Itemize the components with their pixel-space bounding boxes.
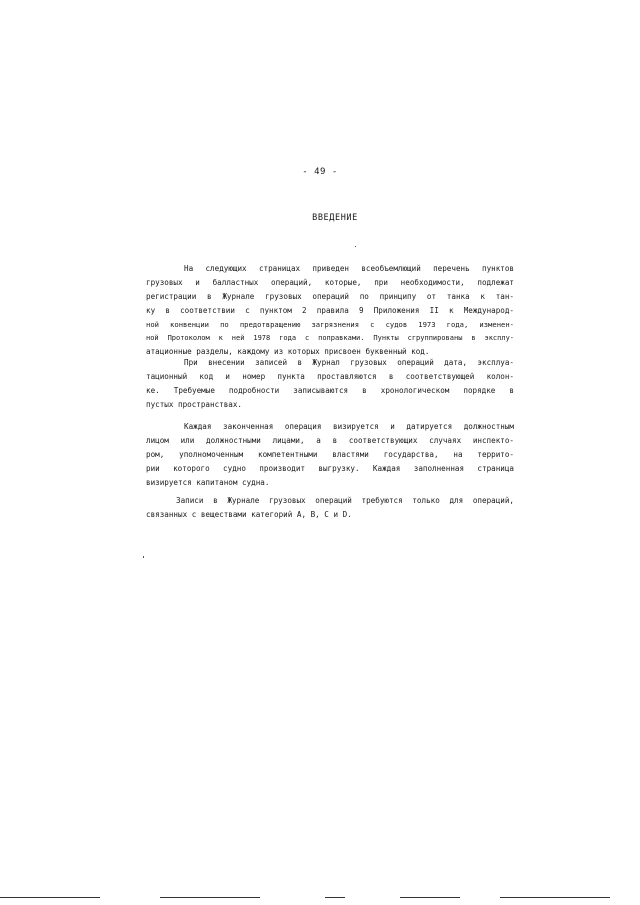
text-line: При внесении записей в Журнал грузовых операций дата, эксплуа- (184, 358, 514, 367)
scan-edge-line (0, 897, 100, 898)
text-line: ке. Требуемые подробности записываются в хронологическом порядке в (146, 385, 514, 395)
scan-edge-line (500, 897, 610, 898)
paragraph-signatures (146, 420, 514, 490)
text-line: ной Протоколом к ней 1978 года с поправками. Пункты сгруппированы в эксплу- (146, 333, 514, 342)
text-line: связанных с веществами категорий A, B, C и D. (146, 509, 352, 519)
text-line: визируется капитаном судна. (146, 477, 270, 487)
text-line: рии которого судно производит выгрузку. Каждая заполненная страница (146, 463, 514, 473)
paragraph-categories (146, 494, 514, 522)
text-line: грузовых и балластных операций, которые, при необходимости, подлежат (146, 277, 514, 287)
text-line: пустых пространствах. (146, 399, 243, 409)
paragraph-intro (146, 262, 514, 359)
page-number: - 49 - (302, 167, 338, 177)
text-line: атационные разделы, каждому из которых присвоен буквенный код. (146, 347, 430, 357)
text-line: ной конвенции по предотвращению загрязнения с судов 1973 года, изменен- (146, 319, 514, 329)
paragraph-entries (146, 356, 514, 412)
page-title: ВВЕДЕНИЕ (312, 213, 358, 223)
text-line: ром, уполномоченным компетентными властями государства, на террито- (146, 449, 514, 459)
scan-edge-line (400, 897, 460, 898)
text-line: Записи в Журнале грузовых операций требуются только для операций, (176, 496, 514, 505)
text-line: ку в соответствии с пунктом 2 правила 9 Приложения II к Международ- (146, 305, 514, 315)
text-line: тационный код и номер пункта проставляются в соответствующей колон- (146, 371, 514, 381)
scan-speck (355, 246, 356, 247)
text-line: лицом или должностными лицами, а в соответствующих случаях инспекто- (146, 435, 514, 445)
scan-speck (143, 556, 144, 558)
text-line: На следующих страницах приведен всеобъемлющий перечень пунктов (184, 264, 514, 273)
text-line: регистрации в Журнале грузовых операций по принципу от танка к тан- (146, 291, 514, 301)
scan-edge-line (325, 897, 345, 898)
text-line: Каждая законченная операция визируется и датируется должностным (184, 422, 514, 431)
scan-edge-line (160, 897, 260, 898)
